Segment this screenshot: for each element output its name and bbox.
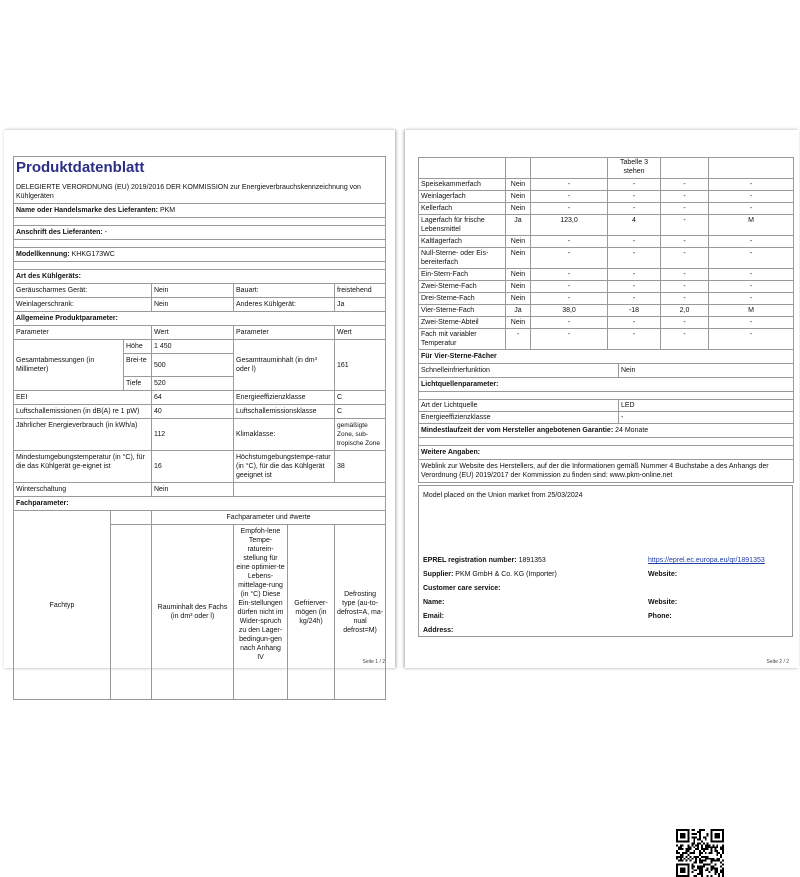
fach-group-header: Fachparameter und #werte — [152, 511, 386, 525]
compartment-present: Ja — [506, 305, 531, 317]
compartment-temp: - — [608, 203, 661, 215]
compartment-temp: -18 — [608, 305, 661, 317]
page-title: Produktdatenblatt — [16, 159, 145, 176]
compartment-row — [419, 203, 794, 215]
fast-freeze-value: Nein — [619, 364, 794, 378]
compartment-volume: - — [531, 203, 608, 215]
col-rauminhalt: Rauminhalt des Fachs (in dm³ oder l) — [152, 525, 234, 700]
light-table — [418, 349, 794, 483]
compartment-defrost: M — [709, 305, 794, 317]
light-type-value: LED — [619, 400, 794, 412]
compartment-defrost: - — [709, 281, 794, 293]
winter-label: Winterschaltung — [14, 483, 152, 497]
compartment-volume: 123,0 — [531, 215, 608, 236]
max-temp-value: 38 — [335, 451, 386, 483]
compartment-volume: - — [531, 236, 608, 248]
volume-label: Gesamtrauminhalt (in dm³ oder l) — [234, 340, 335, 391]
compartment-defrost: - — [709, 191, 794, 203]
compartment-present: Nein — [506, 248, 531, 269]
noise-class-label: Luftschallemissionsklasse — [234, 405, 335, 419]
col-gefriervermoegen: Gefrierver-mögen (in kg/24h) — [288, 525, 335, 700]
compartment-volume: 38,0 — [531, 305, 608, 317]
general-header: Allgemeine Produktparameter: — [14, 312, 386, 326]
compartment-present: Nein — [506, 236, 531, 248]
compartment-defrost: - — [709, 293, 794, 305]
eprel-table — [421, 556, 791, 640]
compartment-volume: - — [531, 191, 608, 203]
light-type-label: Art der Lichtquelle — [419, 400, 619, 412]
compartment-row — [419, 281, 794, 293]
compartment-row — [419, 248, 794, 269]
width-value: 500 — [152, 354, 234, 377]
compartment-defrost: - — [709, 248, 794, 269]
compartment-present: Ja — [506, 215, 531, 236]
regulation-text: DELEGIERTE VERORDNUNG (EU) 2019/2016 DER KOMMISSION zur Energieverbrauchskennzeichnung von Kühlgeräten — [16, 184, 361, 200]
page-number: Seite 1 / 2 — [362, 659, 385, 665]
col-param: Parameter — [14, 326, 152, 340]
supplier-value: PKM — [159, 207, 176, 214]
compartment-present: Nein — [506, 179, 531, 191]
compartment-temp: - — [608, 293, 661, 305]
col-value: Wert — [152, 326, 234, 340]
page-number-2: Seite 2 / 2 — [766, 659, 789, 665]
compartment-name: Zwei-Sterne-Abteil — [419, 317, 506, 329]
col-param-2: Parameter — [234, 326, 335, 340]
compartment-row — [419, 215, 794, 236]
customer-care-label: Customer care service: — [423, 585, 501, 592]
page-2 — [405, 130, 799, 668]
compartment-defrost: M — [709, 215, 794, 236]
compartment-name: Weinlagerfach — [419, 191, 506, 203]
compartment-table — [418, 157, 794, 179]
depth-value: 520 — [152, 377, 234, 391]
depth-label: Tiefe — [124, 377, 152, 391]
compartment-row — [419, 305, 794, 317]
compartment-present: Nein — [506, 317, 531, 329]
min-temp-value: 16 — [152, 451, 234, 483]
compartment-defrost: - — [709, 179, 794, 191]
compartment-temp: - — [608, 281, 661, 293]
annual-label: Jährlicher Energieverbrauch (in kWh/a) — [14, 419, 152, 451]
compartment-name: Speisekammerfach — [419, 179, 506, 191]
compartment-defrost: - — [709, 203, 794, 215]
compartment-temp: - — [608, 248, 661, 269]
height-label: Höhe — [124, 340, 152, 354]
compartment-freeze: - — [661, 179, 709, 191]
compartment-temp: - — [608, 236, 661, 248]
compartment-temp: - — [608, 179, 661, 191]
website-label: Website: — [648, 571, 678, 578]
compartment-freeze: - — [661, 248, 709, 269]
compartment-row — [419, 236, 794, 248]
eprel-link[interactable]: https://eprel.ec.europa.eu/qr/1891353 — [648, 557, 765, 564]
address-label: Anschrift des Lieferanten: — [16, 229, 103, 236]
eprel-label: EPREL registration number: — [423, 557, 517, 564]
warranty-value: 24 Monate — [615, 427, 649, 434]
supplier-label: Name oder Handelsmarke des Lieferanten: — [16, 207, 158, 214]
qr-code-icon[interactable] — [676, 829, 724, 877]
volume-value: 161 — [335, 340, 386, 391]
light-class-value: - — [619, 412, 794, 424]
compartment-freeze: - — [661, 281, 709, 293]
wine-label: Weinlagerschrank: — [14, 298, 152, 312]
address-label-2: Address: — [423, 627, 454, 634]
wine-value: Nein — [152, 298, 234, 312]
compartment-volume: - — [531, 281, 608, 293]
compartment-name: Zwei-Sterne-Fach — [419, 281, 506, 293]
compartment-temp: - — [608, 329, 661, 350]
eei-label: EEI — [14, 391, 152, 405]
winter-value: Nein — [152, 483, 234, 497]
supplier-label-2: Supplier: — [423, 571, 454, 578]
climate-value: gemäßigte Zone, sub-tropische Zone — [335, 419, 386, 451]
device-type-header: Art des Kühlgeräts: — [14, 270, 386, 284]
height-value: 1 450 — [152, 340, 234, 354]
compartment-name: Ein-Stern-Fach — [419, 269, 506, 281]
compartment-rows — [418, 178, 794, 350]
product-datasheet-table — [13, 156, 386, 700]
climate-label: Klimaklasse: — [234, 419, 335, 451]
compartment-name: Lagerfach für frische Lebensmittel — [419, 215, 506, 236]
compartment-name: Drei-Sterne-Fach — [419, 293, 506, 305]
eprel-value: 1891353 — [518, 557, 546, 564]
compartment-volume: - — [531, 248, 608, 269]
compartment-volume: - — [531, 179, 608, 191]
compartment-name: Null-Sterne- oder Eis-bereiterfach — [419, 248, 506, 269]
compartment-volume: - — [531, 329, 608, 350]
compartment-freeze: - — [661, 329, 709, 350]
eprel-section — [418, 485, 793, 637]
compartment-row — [419, 293, 794, 305]
compartment-volume: - — [531, 317, 608, 329]
market-text: Model placed on the Union market from 25/03/2024 — [423, 492, 583, 499]
address-value: - — [104, 229, 108, 236]
tabelle-note: Tabelle 3 stehen — [608, 158, 661, 179]
compartment-temp: - — [608, 191, 661, 203]
compartment-freeze: - — [661, 293, 709, 305]
energy-class-label: Energieeffizienzklasse — [234, 391, 335, 405]
website2-label: Website: — [648, 599, 678, 606]
compartment-row — [419, 317, 794, 329]
compartment-freeze: - — [661, 236, 709, 248]
compartment-row — [419, 179, 794, 191]
more-text: Weblink zur Website des Herstellers, auf der die Informationen gemäß Nummer 4 Buchstabe a des Anhangs der Verordnung (EU) 2019/2017 der Kommission zu finden sind: — [421, 463, 769, 479]
compartment-row — [419, 191, 794, 203]
compartment-name: Kaltlagerfach — [419, 236, 506, 248]
compartment-present: Nein — [506, 203, 531, 215]
energy-class-value: C — [335, 391, 386, 405]
eei-value: 64 — [152, 391, 234, 405]
compartment-present: Nein — [506, 269, 531, 281]
low-noise-label: Geräuscharmes Gerät: — [14, 284, 152, 298]
compartment-temp: 4 — [608, 215, 661, 236]
compartment-freeze: - — [661, 203, 709, 215]
compartment-present: Nein — [506, 281, 531, 293]
compartment-freeze: - — [661, 191, 709, 203]
name-label: Name: — [423, 599, 445, 606]
design-label: Bauart: — [234, 284, 335, 298]
fast-freeze-label: Schnelleinfrierfunktion — [419, 364, 619, 378]
min-temp-label: Mindestumgebungstemperatur (in °C), für die das Kühlgerät ge-eignet ist — [14, 451, 152, 483]
compartment-present: - — [506, 329, 531, 350]
compartment-present: Nein — [506, 293, 531, 305]
compartment-name: Vier-Sterne-Fach — [419, 305, 506, 317]
compartment-name: Fach mit variabler Temperatur — [419, 329, 506, 350]
compartment-volume: - — [531, 269, 608, 281]
fach-header: Fachparameter: — [14, 497, 386, 511]
col-defrost: Defrosting type (au-to-defrost=A, ma-nual defrost=M) — [335, 525, 386, 700]
manufacturer-link[interactable]: www.pkm-online.net — [609, 472, 673, 479]
compartment-freeze: 2,0 — [661, 305, 709, 317]
phone-label: Phone: — [648, 613, 672, 620]
width-label: Brei-te — [124, 354, 152, 377]
annual-value: 112 — [152, 419, 234, 451]
fachtyp-label: Fachtyp — [14, 511, 111, 700]
compartment-freeze: - — [661, 215, 709, 236]
model-value: KHKG173WC — [71, 251, 115, 258]
max-temp-label: Höchstumgebungstempe-ratur (in °C), für die das Kühlgerät geeignet ist — [234, 451, 335, 483]
col-value-2: Wert — [335, 326, 386, 340]
light-class-label: Energieeffizienzklasse — [419, 412, 619, 424]
compartment-volume: - — [531, 293, 608, 305]
other-label: Anderes Kühlgerät: — [234, 298, 335, 312]
compartment-name: Kellerfach — [419, 203, 506, 215]
four-star-header: Für Vier-Sterne-Fächer — [419, 350, 794, 364]
noise-value: 40 — [152, 405, 234, 419]
compartment-row — [419, 269, 794, 281]
compartment-defrost: - — [709, 317, 794, 329]
compartment-defrost: - — [709, 269, 794, 281]
light-header: Lichtquellenparameter: — [419, 378, 794, 392]
compartment-row — [419, 329, 794, 350]
compartment-defrost: - — [709, 236, 794, 248]
other-value: Ja — [335, 298, 386, 312]
compartment-freeze: - — [661, 317, 709, 329]
noise-class-value: C — [335, 405, 386, 419]
low-noise-value: Nein — [152, 284, 234, 298]
email-label: Email: — [423, 613, 445, 620]
compartment-freeze: - — [661, 269, 709, 281]
model-label: Modellkennung: — [16, 251, 70, 258]
compartment-temp: - — [608, 317, 661, 329]
page-1 — [4, 130, 395, 668]
dim-label: Gesamtabmessungen (in Millimeter) — [14, 340, 124, 391]
compartment-present: Nein — [506, 191, 531, 203]
col-empfohlene-temp: Empfoh-lene Tempe-raturein-stellung für eine optimier-te Lebens-mittelage-rung (in °C) Diese Ein-stellungen dürfen nicht im Wider-spruch zu den Lager-bedingun-gen nach Anhang IV — [234, 525, 288, 700]
supplier-value-2: PKM GmbH & Co. KG (Importer) — [455, 571, 557, 578]
compartment-defrost: - — [709, 329, 794, 350]
noise-label: Luftschallemissionen (in dB(A) re 1 pW) — [14, 405, 152, 419]
compartment-temp: - — [608, 269, 661, 281]
design-value: freistehend — [335, 284, 386, 298]
warranty-label: Mindestlaufzeit der vom Hersteller angebotenen Garantie: — [421, 427, 614, 434]
more-header: Weitere Angaben: — [419, 446, 794, 460]
